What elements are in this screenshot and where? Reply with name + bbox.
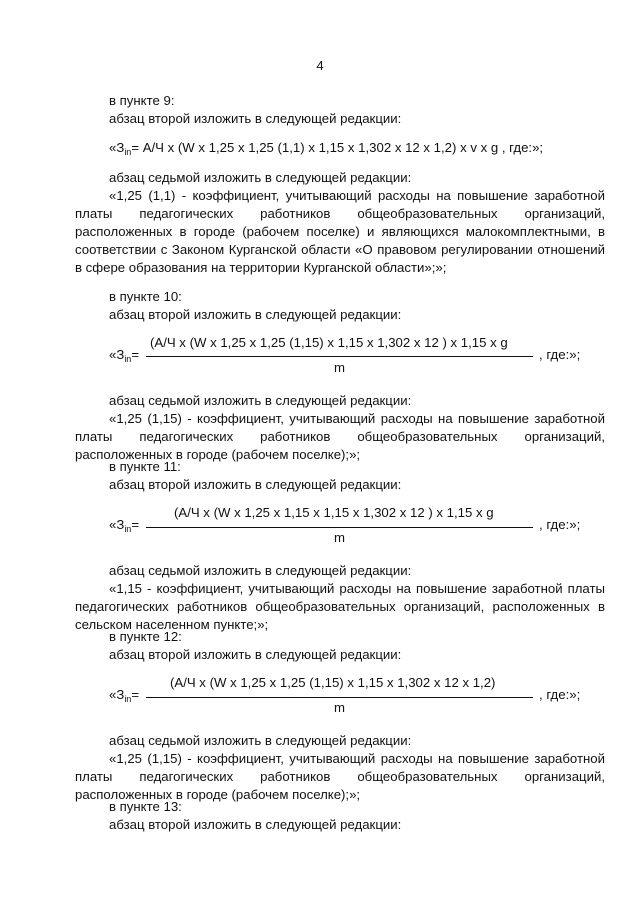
formula-lhs: «$З_{in}=$ (109, 687, 140, 704)
item-9-paragraph-7-heading: абзац седьмой изложить в следующей редакции: (109, 170, 412, 185)
item-9-formula: «$З_{in}= А/Ч$ х (W х 1,25 х 1,25 (1,1) х 1,15 х 1,302 х 12 х 1,2) х v х g , где:»; (109, 140, 544, 157)
formula-rhs: , где:»; (539, 517, 581, 532)
formula-rhs: , где:»; (539, 347, 581, 362)
item-12-paragraph-2-heading: абзац второй изложить в следующей редакции: (109, 647, 402, 662)
page-number: 4 (316, 58, 324, 73)
item-12-paragraph-7-heading: абзац седьмой изложить в следующей редакции: (109, 733, 412, 748)
item-11-paragraph-2-heading: абзац второй изложить в следующей редакции: (109, 477, 402, 492)
item-10-paragraph-2-heading: абзац второй изложить в следующей редакции: (109, 307, 402, 322)
formula-denominator: m (334, 530, 345, 545)
item-12-intro: в пункте 12: (109, 629, 182, 644)
item-13-paragraph-2-heading: абзац второй изложить в следующей редакции: (109, 817, 402, 832)
item-9-paragraph-2-heading: абзац второй изложить в следующей редакции: (109, 111, 402, 126)
fraction-bar (146, 356, 533, 357)
formula-lhs: «$З_{in}=$ (109, 517, 140, 534)
formula-numerator: (А/Ч х (W х 1,25 х 1,25 (1,15) х 1,15 х 1,302 х 12 х 1,2) (170, 675, 496, 690)
formula-numerator: (А/Ч х (W х 1,25 х 1,25 (1,15) х 1,15 х 1,302 х 12 ) х 1,15 х g (150, 335, 508, 350)
item-11-intro: в пункте 11: (109, 459, 181, 474)
formula-numerator: (А/Ч х (W х 1,25 х 1,15 х 1,15 х 1,302 х 12 ) х 1,15 х g (174, 505, 494, 520)
item-11-paragraph-7-heading: абзац седьмой изложить в следующей редакции: (109, 563, 412, 578)
formula-rhs: , где:»; (539, 687, 581, 702)
item-9-intro: в пункте 9: (109, 93, 175, 108)
item-10-paragraph-7-heading: абзац седьмой изложить в следующей редакции: (109, 393, 412, 408)
item-9-coefficient-text: «1,25 (1,1) - коэффициент, учитывающий расходы на повышение заработной платы педагогических работников общеобразовательных организаций, расположенных в городе (рабочем поселке) и являющихся малокомплектными, в соответствии с Законом Курганской области «О правовом регулировании отношений в сфере образования на территории Курганской области»;»; (75, 188, 605, 275)
item-12-coefficient-text: «1,25 (1,15) - коэффициент, учитывающий расходы на повышение заработной платы педагогических работников общеобразовательных организаций, расположенных в городе (рабочем поселке);»; (75, 751, 605, 802)
fraction-bar (146, 697, 533, 698)
item-11-coefficient-text: «1,15 - коэффициент, учитывающий расходы на повышение заработной платы педагогических работников общеобразовательных организаций, расположенных в сельском населенном пункте;»; (75, 581, 605, 632)
formula-denominator: m (334, 360, 345, 375)
item-10-coefficient-text: «1,25 (1,15) - коэффициент, учитывающий расходы на повышение заработной платы педагогических работников общеобразовательных организаций, расположенных в городе (рабочем поселке);»; (75, 411, 605, 462)
item-13-intro: в пункте 13: (109, 799, 182, 814)
fraction-bar (146, 527, 533, 528)
item-10-intro: в пункте 10: (109, 289, 182, 304)
formula-denominator: m (334, 700, 345, 715)
formula-lhs: «$З_{in}=$ (109, 347, 140, 364)
